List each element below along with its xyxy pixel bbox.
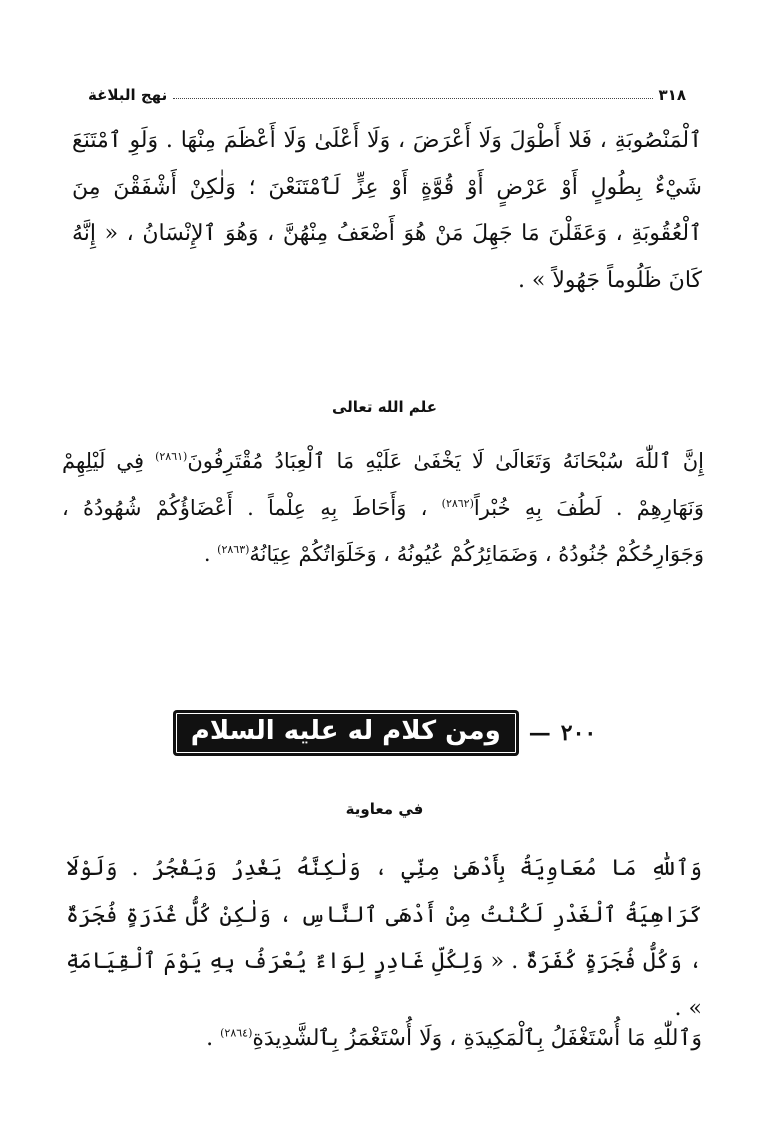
passage-two-part3: ، وَأَحَاطَ بِهِ عِلْماً . أَعْضَاؤُكُمْ شُهُودُهُ ، وَجَوَارِحُكُمْ جُنُودُهُ ، وَضَمَائِرُكُمْ عُيُونُهُ ، وَخَلَوَاتُكُمْ عِيَانُهُ <box>62 495 704 566</box>
passage-two-part2: فِي لَيْلِهِمْ وَنَهَارِهِمْ . لَطُفَ بِهِ خُبْراً <box>62 449 704 520</box>
passage-two <box>62 438 704 578</box>
footnote-ref-2861: (٢٨٦١) <box>155 450 188 463</box>
book-title: نهج البلاغة <box>88 86 168 104</box>
passage-one <box>72 118 702 304</box>
passage-four-part2: . <box>206 1026 221 1051</box>
footnote-ref-2863: (٢٨٦٣) <box>217 543 250 556</box>
passage-four <box>90 1016 702 1063</box>
passage-three <box>66 846 702 1032</box>
subheading-knowledge-of-god: علم الله تعالى <box>331 398 438 416</box>
passage-four-part1: وَٱللّٰهِ مَا أُسْتَغْفَلُ بِٱلْمَكِيدَةِ ، وَلَا أُسْتَغْمَزُ بِٱلشَّدِيدَةِ <box>252 1026 702 1051</box>
dotted-leader <box>173 98 652 99</box>
section-title <box>0 710 769 756</box>
footnote-ref-2862: (٢٨٦٢) <box>441 496 474 510</box>
passage-two-part1: إِنَّ ٱللّٰهَ سُبْحَانَهُ وَتَعَالَىٰ لَا يَخْفَىٰ عَلَيْهِ مَا ٱلْعِبَادُ مُقْتَرِفُونَ <box>187 449 704 473</box>
passage-one-text: ٱلْمَنْصُوبَةِ ، فَلا أَطْوَلَ وَلَا أَعْرَضَ ، وَلَا أَعْلَىٰ وَلَا أَعْظَمَ مِنْهَا . وَلَوِ ٱمْتَنَعَ شَيْءٌ بِطُولٍ أَوْ عَرْضٍ أَوْ قُوَّةٍ أَوْ عِزٍّ لَٱمْتَنَعْنَ ؛ وَلٰكِنْ أَشْفَقْنَ مِنَ ٱلْعُقُوبَةِ ، وَعَقَلْنَ مَا جَهِلَ مَنْ هُوَ أَضْعَفُ مِنْهُنَّ ، وَهُوَ ٱلإِنْسَانُ ، « إِنَّهُ كَانَ ظَلُوماً جَهُولاً » . <box>72 128 702 293</box>
ornamental-title: ومن كلام له عليه السلام <box>173 710 519 756</box>
section-number: ٢٠٠ <box>560 720 597 746</box>
running-header <box>88 80 686 104</box>
page-number: ٣١٨ <box>658 86 686 104</box>
passage-two-part4: . <box>203 542 218 566</box>
footnote-ref-2864: (٢٨٦٤) <box>220 1026 253 1040</box>
section-dash: — <box>528 720 551 746</box>
passage-three-text: وَٱللّٰهِ مَا مُعَاوِيَةُ بِأَدْهَىٰ مِنِّي ، وَلٰكِنَّهُ يَغْدِرُ وَيَفْجُرُ . وَلَوْلَا كَرَاهِيَةُ ٱلْغَدْرِ لَكُنْتُ مِنْ أَدْهَى ٱلنَّاسِ ، وَلٰكِنْ كُلُّ غُدَرَةٍ فُجَرَةٌ ، وَكُلُّ فُجَرَةٍ كُفَرَةٌ . « وَلِكُلِّ غَادِرٍ لِوَاءٌ يُعْرَفُ بِهِ يَوْمَ ٱلْقِيَامَةِ » . <box>66 856 702 1021</box>
subheading-on-muawiya: في معاوية <box>345 800 424 818</box>
